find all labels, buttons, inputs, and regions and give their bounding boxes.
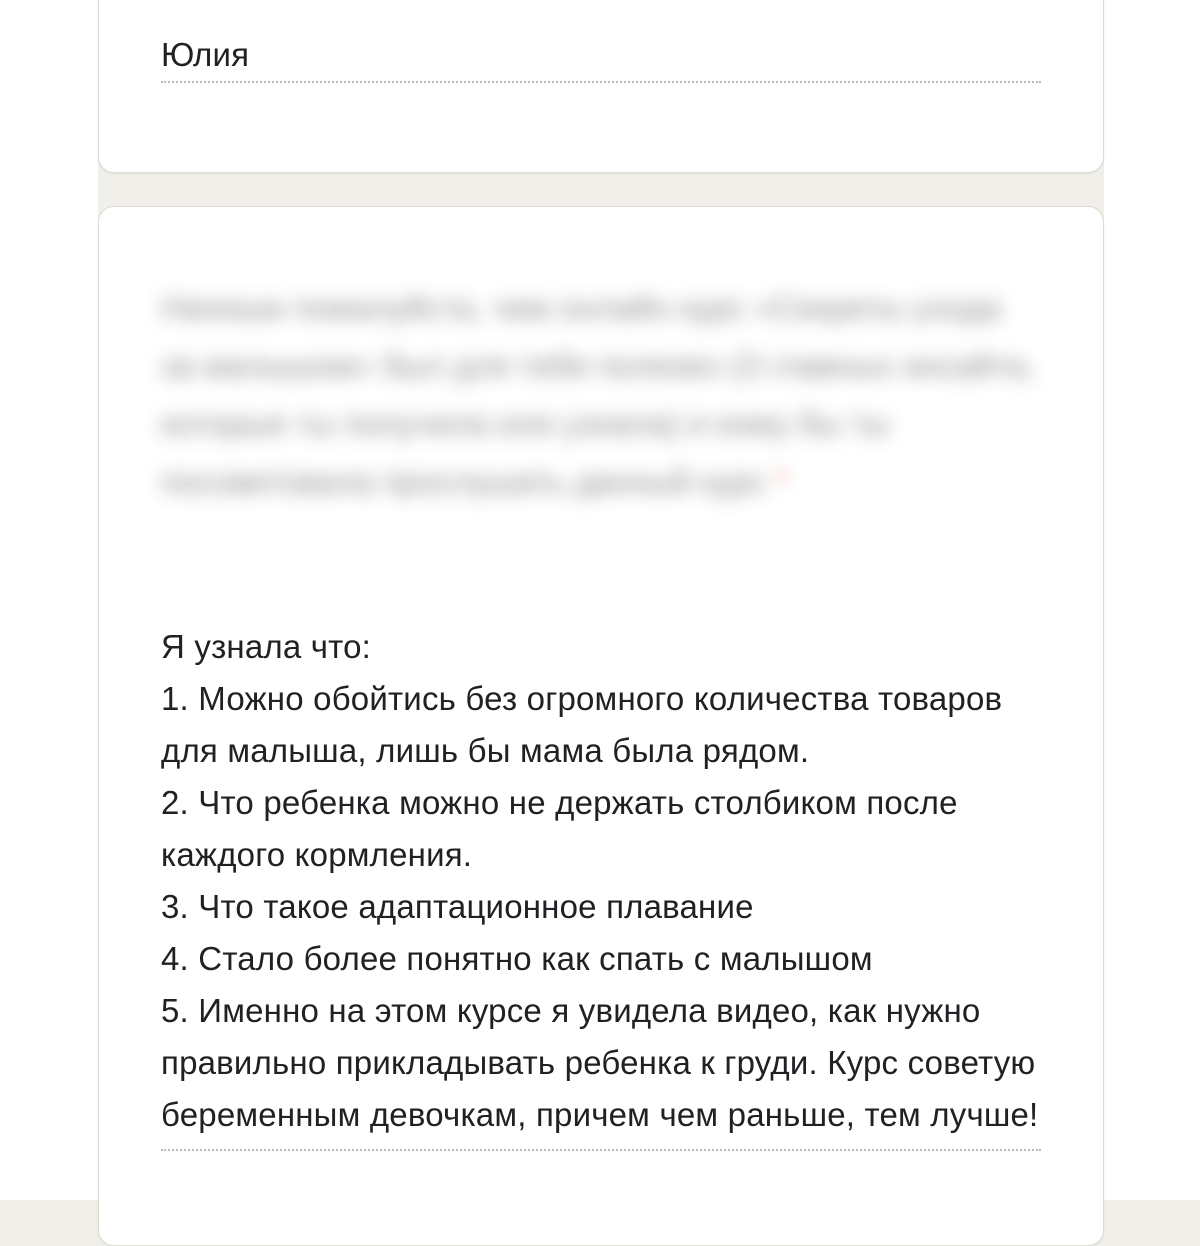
- review-answer-value: Я узнала что: 1. Можно обойтись без огромного количества товаров для малыша, лишь бы мама была рядом. 2. Что ребенка можно не держать столбиком после каждого кормления. 3. Что такое адаптационное плавание 4. Стало более понятно как спать с малышом 5. Именно на этом курсе я увидела видео, как нужно правильно прикладывать ребенка к груди. Курс советую беременным девочкам, причем чем раньше, тем лучше!: [161, 628, 1039, 1133]
- name-answer-underline: [161, 81, 1041, 83]
- required-asterisk: *: [775, 463, 788, 500]
- review-answer-field[interactable]: [161, 621, 1041, 1151]
- name-question-card: [98, 0, 1104, 173]
- name-answer-field[interactable]: [161, 29, 1041, 83]
- right-page-margin: [1104, 0, 1200, 1200]
- review-question-card: [98, 206, 1104, 1246]
- name-answer-value: Юлия: [161, 36, 250, 73]
- left-page-margin: [0, 0, 98, 1200]
- review-answer-underline: [161, 1149, 1041, 1151]
- question-title: [161, 279, 1041, 511]
- question-text: Напиши пожалуйста, чем онлайн курс «Секреты ухода за малышом» был для тебя полезен (3 главных инсайта, которые ты получила или узнала) и кому бы ты посоветовала прослушать данный курс: [161, 289, 1035, 500]
